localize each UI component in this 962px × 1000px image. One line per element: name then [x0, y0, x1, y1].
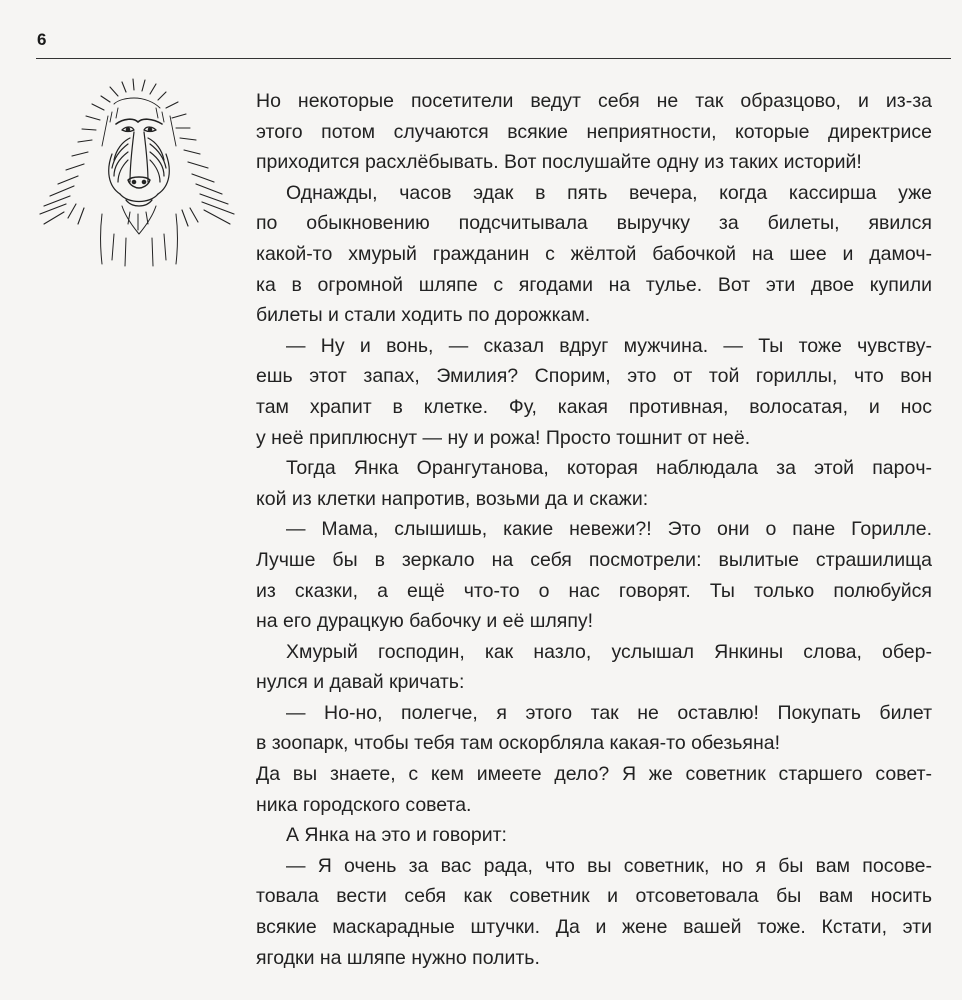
nostril-right: [142, 180, 146, 184]
page-number: 6: [37, 30, 47, 49]
text-line-25: А Янка на это и говорит:: [286, 824, 507, 847]
text-line-29: ягодки на шляпе нужно полить.: [256, 946, 540, 969]
nose: [128, 177, 150, 188]
text-line-4: Однажды, часов эдак в пять вечера, когда кассирша уже: [286, 181, 932, 204]
text-line-18: на его дурацкую бабочку и её шляпу!: [256, 610, 594, 633]
text-line-9: — Ну и вонь, — сказал вдруг мужчина. — Ты тоже чувству-: [286, 334, 932, 357]
text-line-15: — Мама, слышишь, какие невежи?! Это они о пане Горилле.: [286, 518, 932, 541]
text-line-21: — Но-но, полегче, я этого так не оставлю! Покупать билет: [286, 701, 932, 724]
story-text: [256, 86, 932, 973]
text-line-22: в зоопарк, чтобы тебя там оскорбляла какая-то обезьяна!: [256, 732, 781, 755]
text-line-3: приходится расхлёбывать. Вот послушайте одну из таких историй!: [256, 151, 862, 174]
brow: [116, 119, 162, 124]
text-line-12: у неё приплюснут — ну и рожа! Просто тошнит от неё.: [256, 426, 751, 449]
text-line-26: — Я очень за вас рада, что вы советник, но я бы вам посове-: [286, 854, 932, 877]
text-line-20: нулся и давай кричать:: [256, 671, 465, 694]
text-line-27: товала вести себя как советник и отсоветовала бы вам носить: [256, 885, 932, 908]
text-line-11: там храпит в клетке. Фу, какая противная, волосатая, и нос: [256, 395, 932, 418]
baboon-face-illustration: [30, 74, 250, 274]
body-lines: [101, 214, 178, 266]
mane-hatching: [40, 79, 234, 226]
mouth: [120, 194, 158, 206]
text-line-7: ка в огромной шляпе с ягодами на тулье. Вот эти двое купили: [256, 273, 932, 296]
nostril-left: [132, 180, 136, 184]
text-line-17: из сказки, а ещё что-то о нас говорят. Ты только полюбуйся: [256, 579, 932, 602]
eyes: [122, 127, 156, 132]
text-line-2: этого потом случаются всякие неприятности, которые директрисе: [256, 120, 932, 143]
text-line-16: Лучше бы в зеркало на себя посмотрели: вылитые страшилища: [256, 548, 932, 571]
text-line-5: по обыкновению подсчитывала выручку за билеты, явился: [256, 212, 932, 235]
text-line-19: Хмурый господин, как назло, услышал Янкины слова, обер-: [286, 640, 932, 663]
text-line-14: кой из клетки напротив, возьми да и скажи:: [256, 487, 649, 510]
text-line-6: какой-то хмурый гражданин с жёлтой бабочкой на шее и дамоч-: [256, 242, 932, 265]
text-line-13: Тогда Янка Орангутанова, которая наблюдала за этой парoч-: [286, 457, 932, 480]
muzzle-ridges: [112, 132, 166, 182]
text-line-23: Да вы знаете, с кем имеете дело? Я же советник старшего совет-: [256, 763, 932, 786]
text-line-28: всякие маскарадные штучки. Да и жене вашей тоже. Кстати, эти: [256, 916, 932, 939]
beard: [122, 206, 156, 234]
text-line-24: ника городского совета.: [256, 793, 472, 816]
text-line-10: ешь этот запах, Эмилия? Спорим, это от той гориллы, что вон: [256, 365, 932, 388]
text-line-8: билеты и стали ходить по дорожкам.: [256, 304, 591, 327]
header-rule: [36, 58, 951, 59]
text-line-1: Но некоторые посетители ведут себя не так образцово, и из-за: [256, 90, 932, 112]
